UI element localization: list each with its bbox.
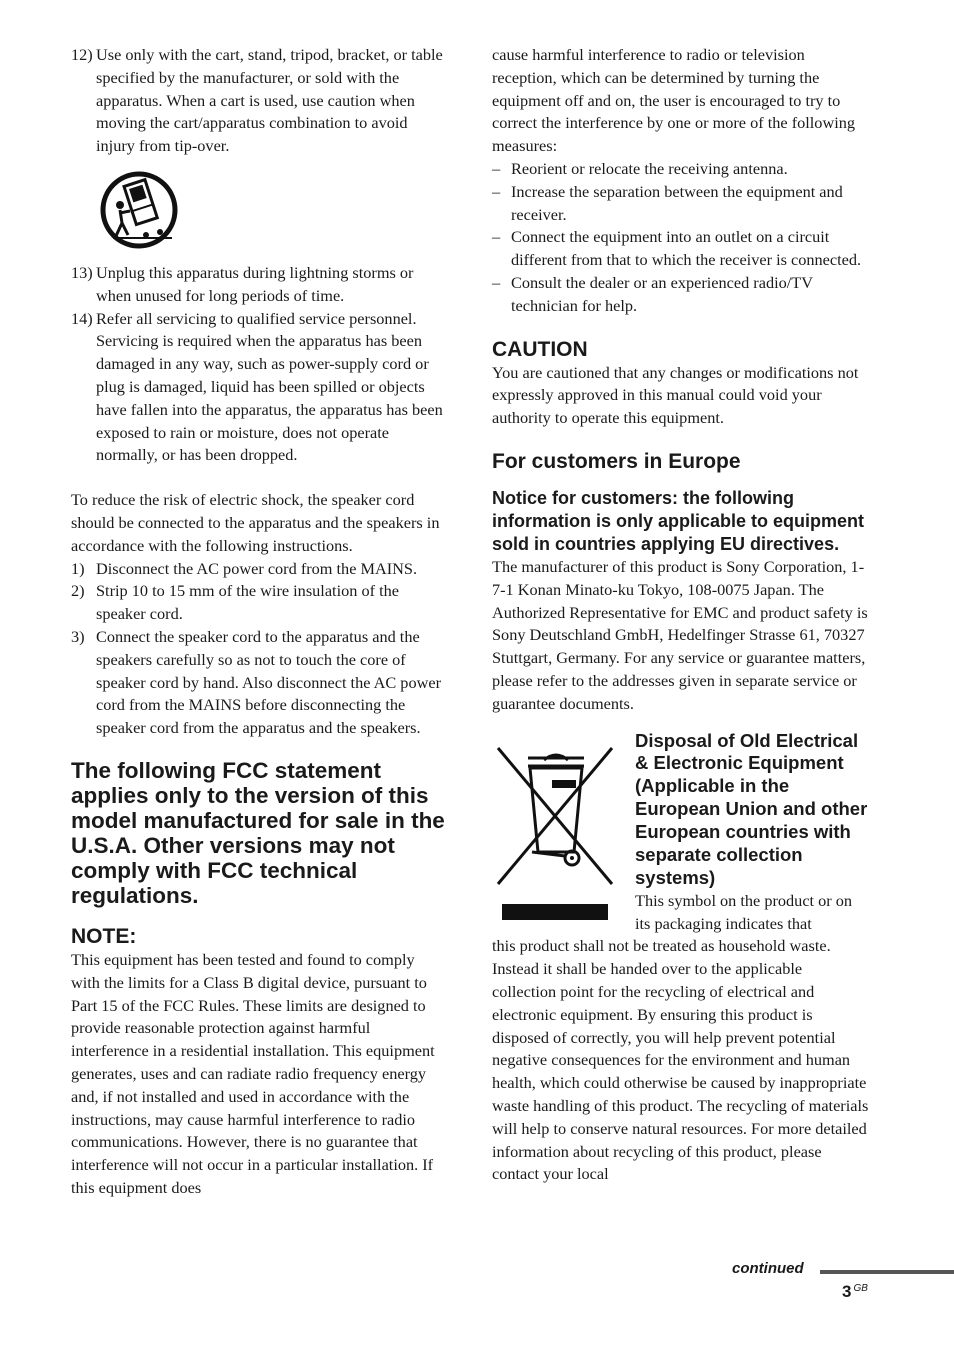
weee-section (492, 730, 870, 1187)
measure-item-text: Connect the equipment into an outlet on a circuit different from that to which the receiver is connected. (511, 227, 862, 270)
continued-bar (820, 1270, 954, 1274)
fcc-heading: The following FCC statement applies only to the version of this model manufactured for sale in the U.S.A. Other versions may not comply with FCC technical regulations. (71, 757, 445, 908)
interference-measures-list (492, 158, 870, 318)
measure-item-text: Consult the dealer or an experienced radio/TV technician for help. (511, 272, 813, 315)
continued-label: continued (732, 1260, 804, 1277)
crossed-out-bin-icon (492, 734, 620, 920)
safety-item-text: Use only with the cart, stand, tripod, bracket, or table specified by the manufacturer, or sold with the apparatus. When a cart is used, use caution when moving the cart/apparatus combination to avoid injury from tip-over. (96, 45, 443, 156)
page-number-value: 3 (842, 1282, 852, 1301)
speaker-step-marker: 3) (71, 626, 85, 646)
measure-item-text: Reorient or relocate the receiving antenna. (511, 158, 788, 178)
fcc-continued-text: cause harmful interference to radio or television reception, which can be determined by turning the equipment off and on, the user is encouraged to try to correct the interference by one or more of the following measures: (492, 45, 856, 156)
speaker-step-text: Disconnect the AC power cord from the MAINS. (96, 558, 418, 578)
measure-item-text: Increase the separation between the equipment and receiver. (511, 181, 843, 224)
measure-item-marker: – (492, 158, 501, 178)
europe-heading: For customers in Europe (492, 449, 741, 473)
measure-item (492, 272, 870, 318)
safety-item-marker: 14) (71, 308, 93, 328)
caution-heading: CAUTION (492, 337, 588, 361)
measure-item (492, 226, 870, 272)
measure-item (492, 158, 870, 181)
safety-item-marker: 13) (71, 262, 93, 282)
safety-item-marker: 12) (71, 45, 93, 64)
safety-item-text: Refer all servicing to qualified service personnel. Servicing is required when the apparatus has been damaged in any way, such as power-supply cord or plug is damaged, liquid has been spilled or objects have fallen into the apparatus, the apparatus has been exposed to rain or moisture, does not operate normally, or has been dropped. (96, 308, 443, 465)
safety-item-text: Unplug this apparatus during lightning storms or when unused for long periods of time. (96, 262, 414, 305)
measure-item-marker: – (492, 272, 501, 292)
page-number (842, 1282, 868, 1302)
caution-text: You are cautioned that any changes or modifications not expressly approved in this manual could void your authority to operate this equipment. (492, 362, 859, 428)
disposal-text-b: this product shall not be treated as household waste. Instead it shall be handed over to the applicable collection point for the recycling of electrical and electronic equipment. By ensuring this product is disposed of correctly, you will help prevent potential negative consequences for the environment and human health, which could otherwise be caused by inappropriate waste handling of this product. The recycling of materials will help to conserve natural resources. For more detailed information about recycling of this product, please contact your local (492, 936, 869, 1184)
safety-item (71, 262, 446, 308)
cart-tipover-icon (98, 169, 180, 251)
note-heading: NOTE: (71, 924, 137, 948)
safety-item (71, 44, 446, 158)
speaker-step-marker: 2) (71, 581, 85, 601)
disposal-text-a: This symbol on the product or on its packaging indicates that (635, 890, 853, 933)
speaker-intro-text: To reduce the risk of electric shock, the speaker cord should be connected to the apparatus and the speakers in accordance with the following instructions. (71, 490, 440, 555)
notice-heading: Notice for customers: the following information is only applicable to equipment sold in countries applying EU directives. (492, 487, 865, 554)
speaker-step (71, 580, 446, 626)
speaker-step-text: Strip 10 to 15 mm of the wire insulation of the speaker cord. (96, 581, 399, 624)
note-text: This equipment has been tested and found to comply with the limits for a Class B digital device, pursuant to Part 15 of the FCC Rules. These limits are designed to provide reasonable protection against harmful interference in a residential installation. This equipment generates, uses and can radiate radio frequency energy and, if not installed and used in accordance with the instructions, may cause harmful interference to radio communications. However, there is no guarantee that interference will not occur in a particular installation. If this equipment does (71, 949, 435, 1197)
measure-item (492, 181, 870, 227)
safety-item (71, 308, 446, 468)
measure-item-marker: – (492, 181, 501, 201)
safety-list-b (71, 262, 446, 467)
notice-text: The manufacturer of this product is Sony Corporation, 1-7-1 Konan Minato-ku Tokyo, 108-0075 Japan. The Authorized Representative for EMC and product safety is Sony Deutschland GmbH, Hedelfinger Strasse 61, 70327 Stuttgart, Germany. For any service or guarantee matters, please refer to the addresses given in separate service or guarantee documents. (492, 556, 868, 713)
speaker-step (71, 558, 446, 581)
page-number-suffix: GB (853, 1283, 868, 1294)
right-column (492, 44, 870, 1186)
speaker-step (71, 626, 446, 740)
speaker-step-marker: 1) (71, 558, 85, 578)
speaker-steps-list (71, 558, 446, 740)
cart-warning-block (71, 158, 446, 262)
speaker-step-text: Connect the speaker cord to the apparatus and the speakers carefully so as not to touch the core of speaker cord by hand. Also disconnect the AC power cord from the MAINS before disconnecting the speaker cord from the apparatus and the speakers. (96, 626, 441, 738)
left-column (71, 44, 446, 1200)
measure-item-marker: – (492, 227, 501, 247)
safety-list-a (71, 44, 446, 158)
disposal-heading: Disposal of Old Electrical & Electronic Equipment (Applicable in the European Union and other European countries with separate collection systems) (635, 729, 868, 888)
